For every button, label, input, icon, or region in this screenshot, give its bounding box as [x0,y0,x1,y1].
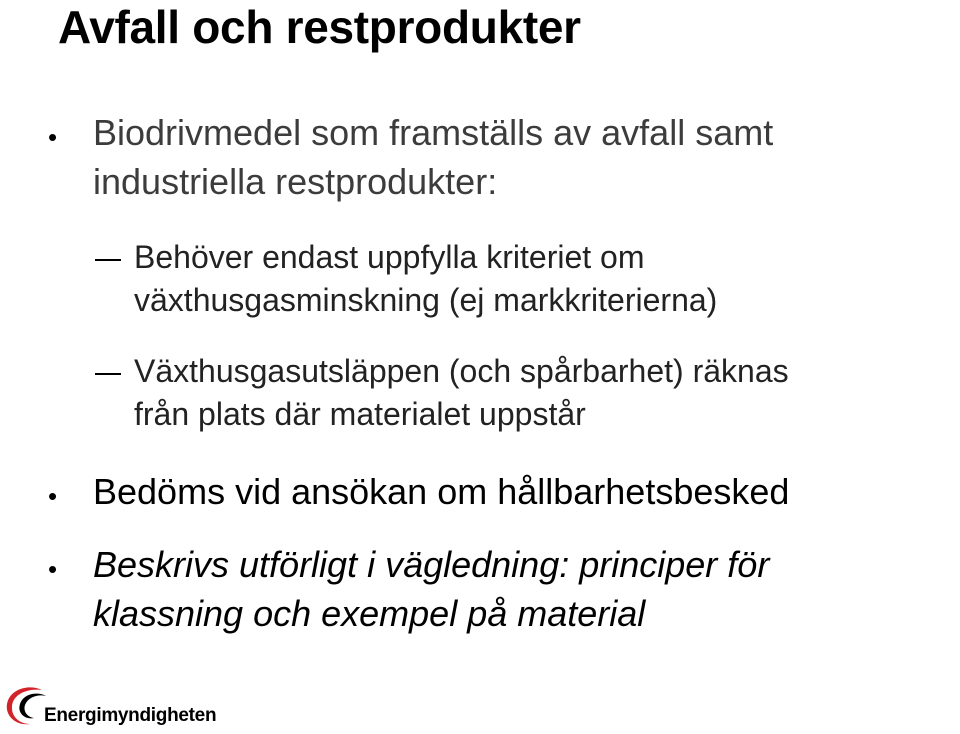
bullet-line: Bedöms vid ansökan om hållbarhetsbesked [93,471,790,512]
subitem-line: växthusgasminskning (ej markkriterierna) [134,282,718,318]
bullet-line: klassning och exempel på material [93,593,646,634]
subitem-line: från plats där materialet uppstår [134,396,586,432]
bullet-line: Biodrivmedel som framställs av avfall samt [93,112,774,153]
subitem-line: Behöver endast uppfylla kriteriet om [134,239,645,275]
bullet-marker: • [48,554,58,584]
dash-marker [95,373,121,375]
energimyndigheten-logo [2,682,242,732]
subitem-line: Växthusgasutsläppen (och spårbarhet) räknas [134,353,789,389]
bullet-line: Beskrivs utförligt i vägledning: principer för [93,544,770,585]
bullet-marker: • [48,122,58,152]
subitem-text [134,350,789,436]
dash-marker [95,259,121,261]
bullet-marker: • [48,481,58,511]
subitem-text [134,236,717,322]
bullet-text [93,467,789,516]
slide-title: Avfall och restprodukter [58,1,581,53]
bullet-line: industriella restprodukter: [93,161,498,202]
logo-wordmark: Energimyndigheten [44,705,217,726]
bullet-text [93,108,773,206]
bullet-text [93,540,769,638]
